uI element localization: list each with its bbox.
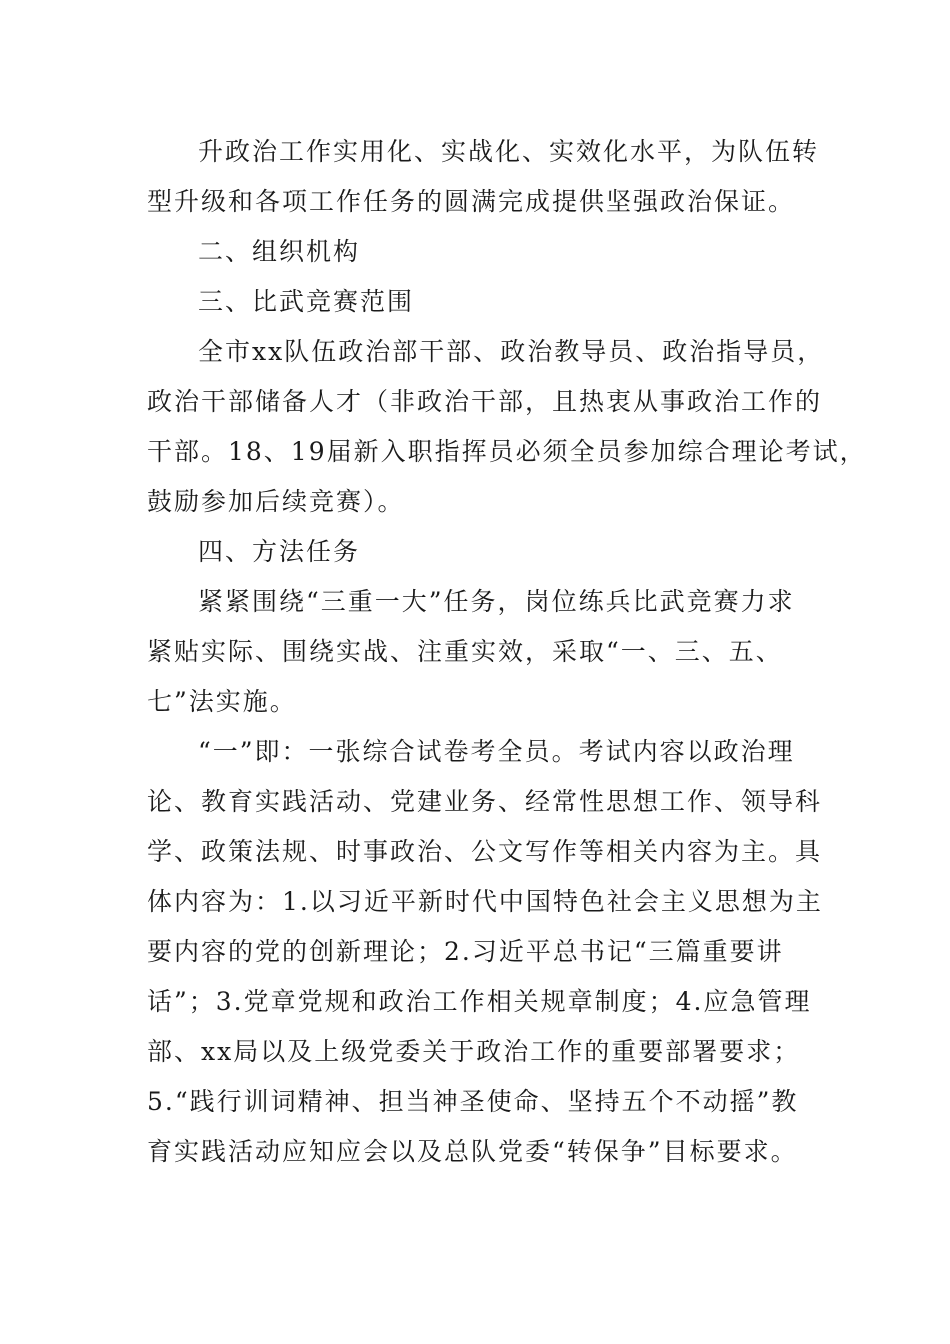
text-line: 体内容为：1.以习近平新时代中国特色社会主义思想为主 bbox=[147, 887, 823, 916]
text-line: 育实践活动应知应会以及总队党委“转保争”目标要求。 bbox=[147, 1137, 798, 1166]
text-line: 紧紧围绕“三重一大”任务，岗位练兵比武竞赛力求 bbox=[198, 587, 795, 616]
text-line: 干部。18、19届新入职指挥员必须全员参加综合理论考试， bbox=[147, 437, 867, 466]
section-heading: 二、组织机构 bbox=[198, 237, 361, 266]
text-line: 七”法实施。 bbox=[147, 687, 297, 716]
text-line: 升政治工作实用化、实战化、实效化水平，为队伍转 bbox=[198, 137, 820, 166]
text-line: 5.“践行训词精神、担当神圣使命、坚持五个不动摇”教 bbox=[147, 1087, 799, 1116]
text-line: 论、教育实践活动、党建业务、经常性思想工作、领导科 bbox=[147, 787, 823, 816]
text-line: 型升级和各项工作任务的圆满完成提供坚强政治保证。 bbox=[147, 187, 796, 216]
text-line: 部、xx局以及上级党委关于政治工作的重要部署要求； bbox=[147, 1037, 801, 1066]
section-heading: 四、方法任务 bbox=[198, 537, 361, 566]
text-line: 全市xx队伍政治部干部、政治教导员、政治指导员， bbox=[198, 337, 825, 366]
text-line: 要内容的党的创新理论；2.习近平总书记“三篇重要讲 bbox=[147, 937, 784, 966]
text-line: “一”即：一张综合试卷考全员。考试内容以政治理 bbox=[198, 737, 795, 766]
text-line: 政治干部储备人才（非政治干部，且热衷从事政治工作的 bbox=[147, 387, 823, 416]
text-line: 学、政策法规、时事政治、公文写作等相关内容为主。具 bbox=[147, 837, 823, 866]
text-line: 鼓励参加后续竞赛）。 bbox=[147, 487, 405, 516]
section-heading: 三、比武竞赛范围 bbox=[198, 287, 415, 316]
text-line: 话”；3.党章党规和政治工作相关规章制度；4.应急管理 bbox=[147, 987, 812, 1016]
text-line: 紧贴实际、围绕实战、注重实效，采取“一、三、五、 bbox=[147, 637, 783, 666]
